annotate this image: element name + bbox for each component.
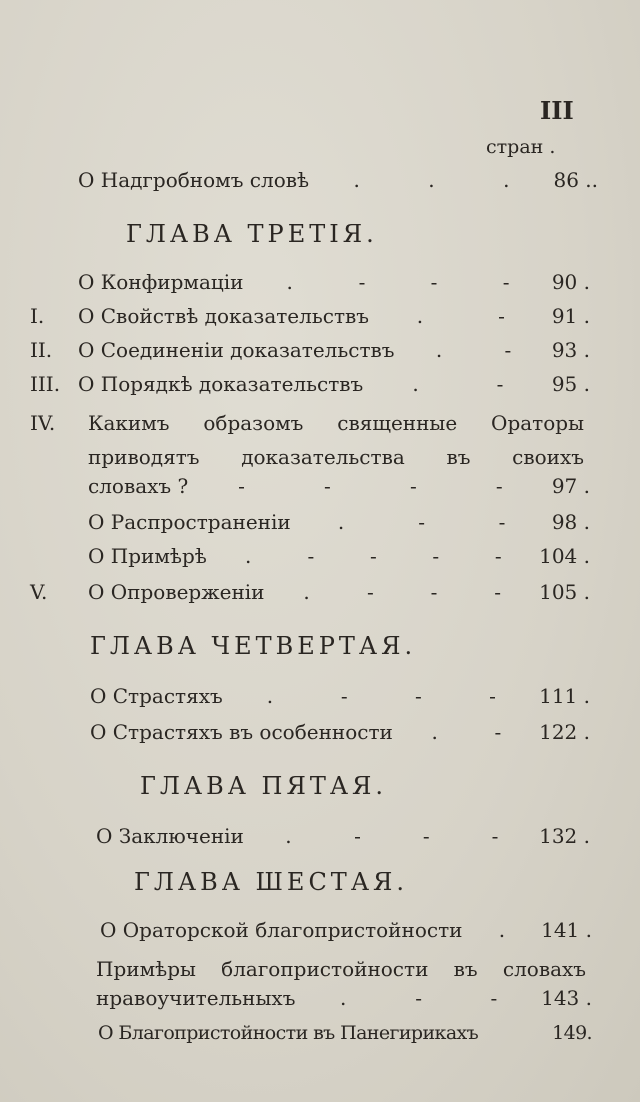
toc-entry — [90, 684, 590, 718]
toc-entry — [90, 720, 590, 754]
entry-title-line: приводятъ доказательства въ своихъ — [88, 445, 584, 469]
entry-title-line: Примѣры благопристойности въ словахъ — [96, 957, 586, 981]
entry-title-line: Какимъ образомъ священные Ораторы — [88, 411, 584, 435]
entry-numeral: V. — [30, 580, 48, 604]
leader-dots: . - — [435, 338, 512, 362]
leader-dots: . - - - — [266, 684, 496, 708]
leader-dots: . - — [416, 304, 505, 328]
entry-page: 98 . — [551, 510, 590, 534]
chapter-heading: ГЛАВА ТРЕТІЯ. — [126, 220, 378, 248]
entry-page: 104 . — [539, 544, 590, 568]
entry-page: 149. — [552, 1022, 592, 1044]
toc-entry — [88, 510, 590, 544]
toc-entry — [78, 168, 598, 202]
entry-title: О Порядкѣ доказательствъ — [78, 372, 364, 396]
entry-title: О Опроверженіи — [88, 580, 265, 604]
leader-dots: . - - — [337, 510, 506, 534]
entry-page: 91 . — [551, 304, 590, 328]
leader-dots: . . . — [353, 168, 510, 192]
page-number: III — [540, 96, 574, 125]
entry-title: О Ораторской благопристойности — [100, 918, 463, 942]
toc-entry — [100, 918, 592, 952]
toc-entry — [30, 304, 590, 338]
entry-page: 141 . — [541, 918, 592, 942]
page-column-label: стран . — [486, 136, 556, 158]
entry-numeral: III. — [30, 372, 61, 396]
entry-title: О Благопристойности въ Панегирикахъ — [98, 1022, 479, 1044]
entry-title: О Страстяхъ — [90, 684, 223, 708]
entry-title: О Распространеніи — [88, 510, 291, 534]
leader-dots: . - — [412, 372, 504, 396]
toc-entry — [98, 1022, 592, 1056]
entry-numeral: IV. — [30, 411, 56, 435]
leader-dots: . - - — [340, 986, 498, 1010]
entry-page: 111 . — [539, 684, 590, 708]
entry-numeral: I. — [30, 304, 45, 328]
leader-dots: - - - - — [238, 474, 503, 498]
entry-page: 105 . — [539, 580, 590, 604]
leader-dots: . - - - — [286, 270, 510, 294]
entry-title-line: словахъ ? — [88, 474, 189, 498]
chapter-heading: ГЛАВА ПЯТАЯ. — [140, 772, 388, 800]
leader-dots: . — [498, 918, 506, 942]
entry-title: О Страстяхъ въ особенности — [90, 720, 393, 744]
leader-dots: . - - - — [303, 580, 502, 604]
entry-title: О Примѣрѣ — [88, 544, 207, 568]
entry-title: О Свойствѣ доказательствъ — [78, 304, 369, 328]
chapter-heading: ГЛАВА ЧЕТВЕРТАЯ. — [90, 632, 417, 660]
leader-dots: . - - - - — [245, 544, 502, 568]
entry-page: 122 . — [539, 720, 590, 744]
entry-page: 143 . — [541, 986, 592, 1010]
leader-dots: . - — [431, 720, 502, 744]
toc-entry — [30, 372, 590, 406]
toc-entry — [88, 544, 590, 578]
toc-entry — [30, 580, 590, 614]
entry-title: О Соединеніи доказательствъ — [78, 338, 395, 362]
toc-entry — [78, 270, 590, 304]
entry-title: О Конфирмаціи — [78, 270, 244, 294]
toc-entry — [96, 824, 590, 858]
entry-page: 95 . — [551, 372, 590, 396]
entry-page: 132 . — [539, 824, 590, 848]
toc-entry — [88, 474, 590, 508]
entry-title-line: нравоучительныхъ — [96, 986, 296, 1010]
entry-title: О Заключеніи — [96, 824, 244, 848]
leader-dots: . - - - — [285, 824, 499, 848]
entry-title: О Надгробномъ словѣ — [78, 168, 310, 192]
entry-page: 86 .. — [553, 168, 598, 192]
entry-page: 97 . — [551, 474, 590, 498]
entry-page: 90 . — [551, 270, 590, 294]
entry-page: 93 . — [551, 338, 590, 362]
toc-entry — [96, 986, 592, 1020]
chapter-heading: ГЛАВА ШЕСТАЯ. — [134, 868, 408, 896]
entry-numeral: II. — [30, 338, 53, 362]
toc-entry — [30, 338, 590, 372]
